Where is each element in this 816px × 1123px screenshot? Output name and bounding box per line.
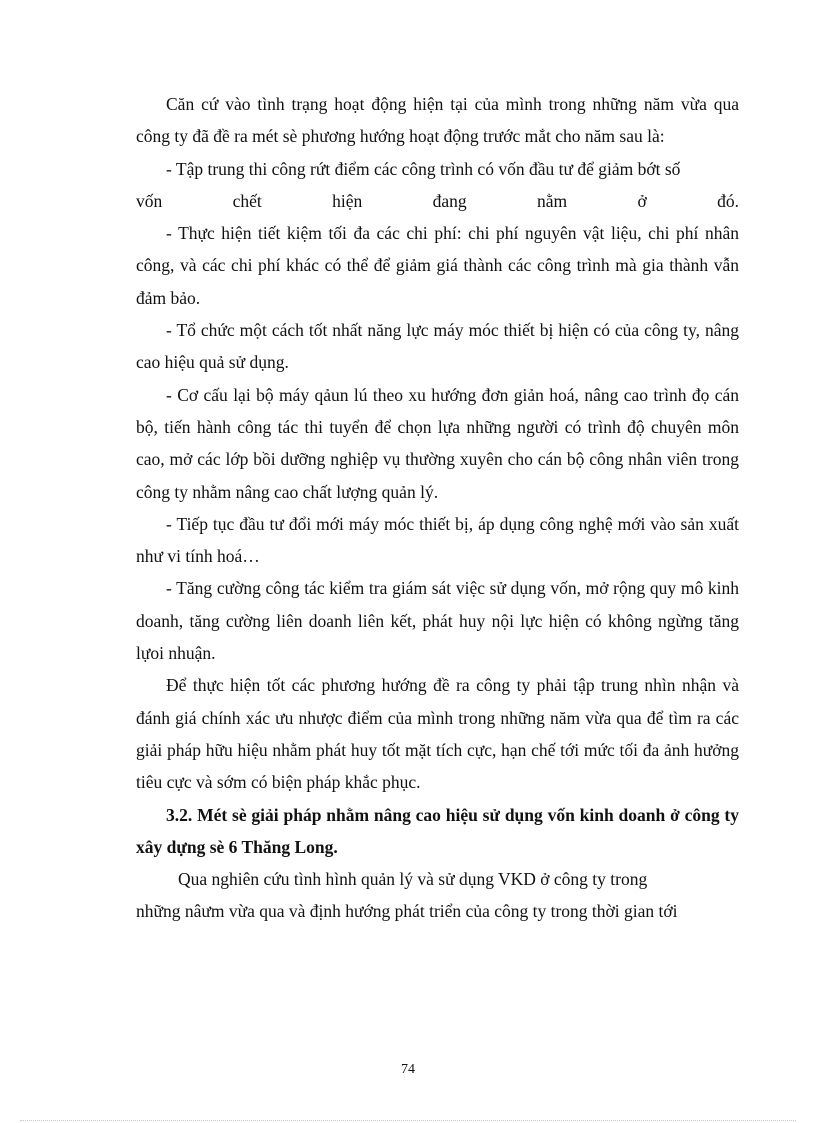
direction-item-1: - Tập trung thi công rứt điểm các công trình có vốn đầu tư để giảm bớt số: [166, 158, 681, 179]
conclusion-paragraph: Để thực hiện tốt các phương hướng đề ra công ty phải tập trung nhìn nhận và đánh giá chính xác ưu nhược điểm của mình trong những năm vừa qua để tìm ra các giải pháp hữu hiệu nhằm phát huy tốt mặt tích cực, hạn chế tới mức tối đa ảnh hưởng tiêu cực và sớm có biện pháp khắc phục.: [136, 675, 739, 793]
document-body: [136, 88, 739, 928]
direction-item-4: - Cơ cấu lại bộ máy qảun lú theo xu hướng đơn giản hoá, nâng cao trình đọ cán bộ, tiến hành công tác thi tuyển để chọn lựa những người có trình độ chuyên môn cao, mở các lớp bồi dưỡng nghiệp vụ thường xuyên cho cán bộ công nhân viên trong công ty nhằm nâng cao chất lượng quản lý.: [136, 384, 739, 502]
closing-line-2: những nâưm vừa qua và định hướng phát triển của công ty trong thời gian tới: [136, 901, 678, 922]
direction-item-5: - Tiếp tục đầu tư đổi mới máy móc thiết bị, áp dụng công nghệ mới vào sản xuất như vi tính hoá…: [136, 513, 739, 567]
direction-item-6: - Tăng cường công tác kiểm tra giám sát việc sử dụng vốn, mở rộng quy mô kinh doanh, tăng cường liên doanh liên kết, phát huy nội lực hiện có không ngừng tăng lựoi nhuận.: [136, 578, 739, 664]
direction-item-3: - Tổ chức một cách tốt nhất năng lực máy móc thiết bị hiện có của công ty, nâng cao hiệu quả sử dụng.: [136, 320, 739, 373]
direction-item-1-continued: vốn chết hiện đang nằm ở đó.: [136, 190, 739, 211]
closing-line-1: Qua nghiên cứu tình hình quản lý và sử dụng VKD ở công ty trong: [178, 869, 648, 890]
page-number: 74: [401, 1062, 415, 1077]
footer-divider: [20, 1120, 796, 1121]
section-heading: 3.2. Mét sè giải pháp nhằm nâng cao hiệu sử dụng vốn kinh doanh ở công ty xây dựng sè 6 Thăng Long.: [136, 804, 739, 857]
direction-item-2: - Thực hiện tiết kiệm tối đa các chi phí: chi phí nguyên vật liệu, chi phí nhân công, và các chi phí khác có thể để giảm giá thành các công trình mà gia thành vẫn đảm bảo.: [136, 223, 739, 308]
intro-paragraph: Căn cứ vào tình trạng hoạt động hiện tại của mình trong những năm vừa qua công ty đã đề ra mét sè phương hướng hoạt động trước mắt cho năm sau là:: [136, 94, 739, 147]
